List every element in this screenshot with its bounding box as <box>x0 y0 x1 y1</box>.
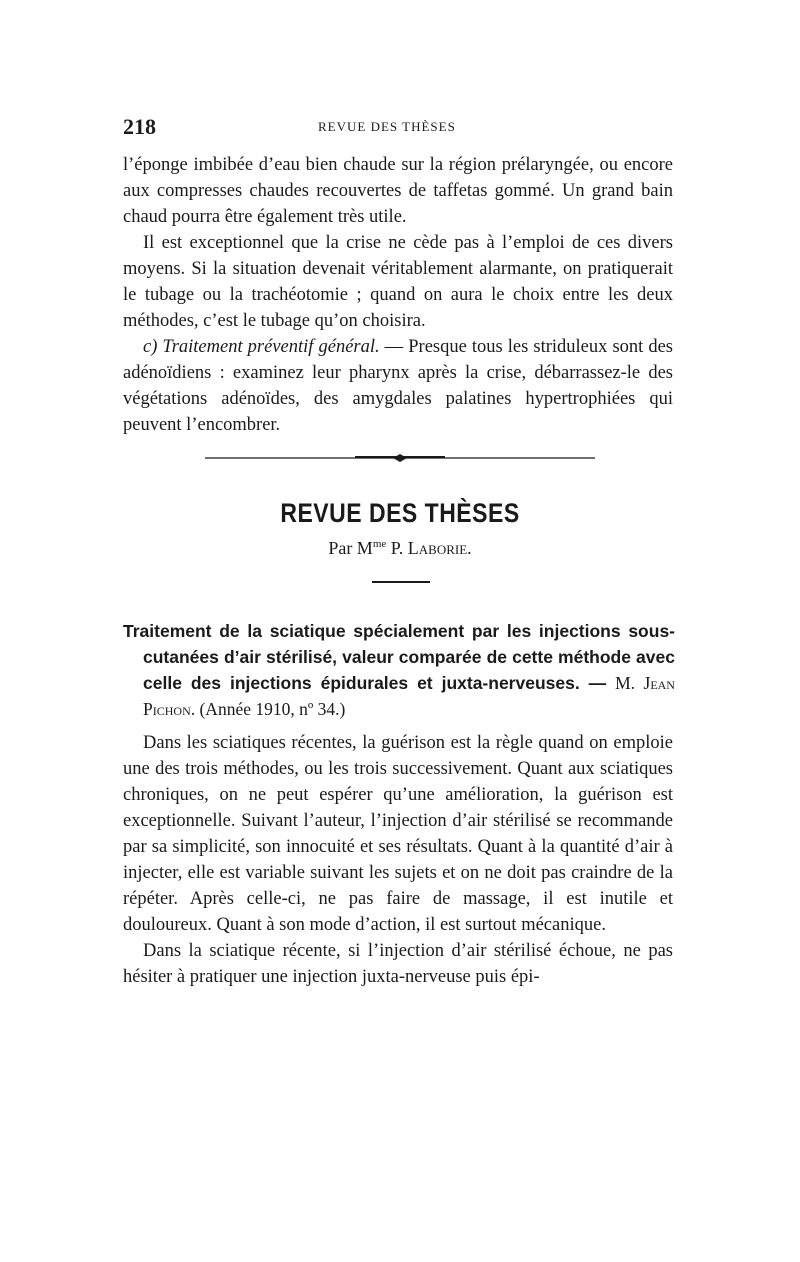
ornament-rule <box>205 452 595 464</box>
paragraph: l’éponge imbibée d’eau bien chaude sur la région prélaryngée, ou encore aux compresses chaudes recouvertes de taffetas gommé. Un grand bain chaud pourra être également très utile. <box>123 155 673 227</box>
section-c-text: — Presque tous les striduleux sont des adénoïdiens : examinez leur pharynx après la crise, débarrassez-le des végétations adénoïdes, des amygdales palatines hypertrophiées qui peuvent l’encombrer. <box>123 337 674 435</box>
byline-name: P. Laborie. <box>386 538 472 558</box>
article-heading <box>123 618 675 722</box>
bottom-text-block <box>123 730 673 990</box>
byline-sup: me <box>372 538 387 550</box>
section-title: REVUE DES THÈSES <box>280 497 520 528</box>
short-divider <box>372 581 430 583</box>
article-year: (Année 1910, nº 34.) <box>195 699 346 719</box>
section-c-label: c) Traitement préventif général. <box>143 337 380 357</box>
page-number: 218 <box>123 114 156 139</box>
paragraph: Dans les sciatiques récentes, la guérison est la règle quand on emploie une des trois méthodes, ou les trois successivement. Quant aux sciatiques chroniques, on ne peut espérer qu’une amélioration, la guérison est exceptionnelle. Suivant l’auteur, l’injection d’air stérilisé se recommande par sa simplicité, son innocuité et ses résultats. Quant à la quantité d’air à injecter, elle est variable suivant les sujets et on ne doit pas craindre de la répéter. Après celle-ci, ne pas faire de massage, il est inutile et douloureux. Quant à son mode d’action, il est surtout mécanique. <box>123 733 673 935</box>
paragraph: Dans la sciatique récente, si l’injection d’air stérilisé échoue, ne pas hésiter à pratiquer une injection juxta-nerveuse puis épi- <box>123 941 673 987</box>
byline <box>0 538 800 559</box>
article-author: M. Jean Pichon. <box>143 673 675 719</box>
byline-prefix: Par M <box>328 538 373 558</box>
paragraph-section-c <box>123 334 673 438</box>
paragraph: Il est exceptionnel que la crise ne cède pas à l’emploi de ces divers moyens. Si la situation devenait véritablement alarmante, on pratiquerait le tubage ou la trachéotomie ; quand on aura le choix entre les deux méthodes, c’est le tubage qu’on choisira. <box>123 233 673 331</box>
top-text-block <box>123 152 673 438</box>
article-title: Traitement de la sciatique spécialement par les injections sous-cutanées d’air stérilisé, valeur comparée de cette méthode avec celle des injections épidurales et juxta-nerveuses. — <box>123 621 675 693</box>
running-head: REVUE DES THÈSES <box>318 119 456 134</box>
